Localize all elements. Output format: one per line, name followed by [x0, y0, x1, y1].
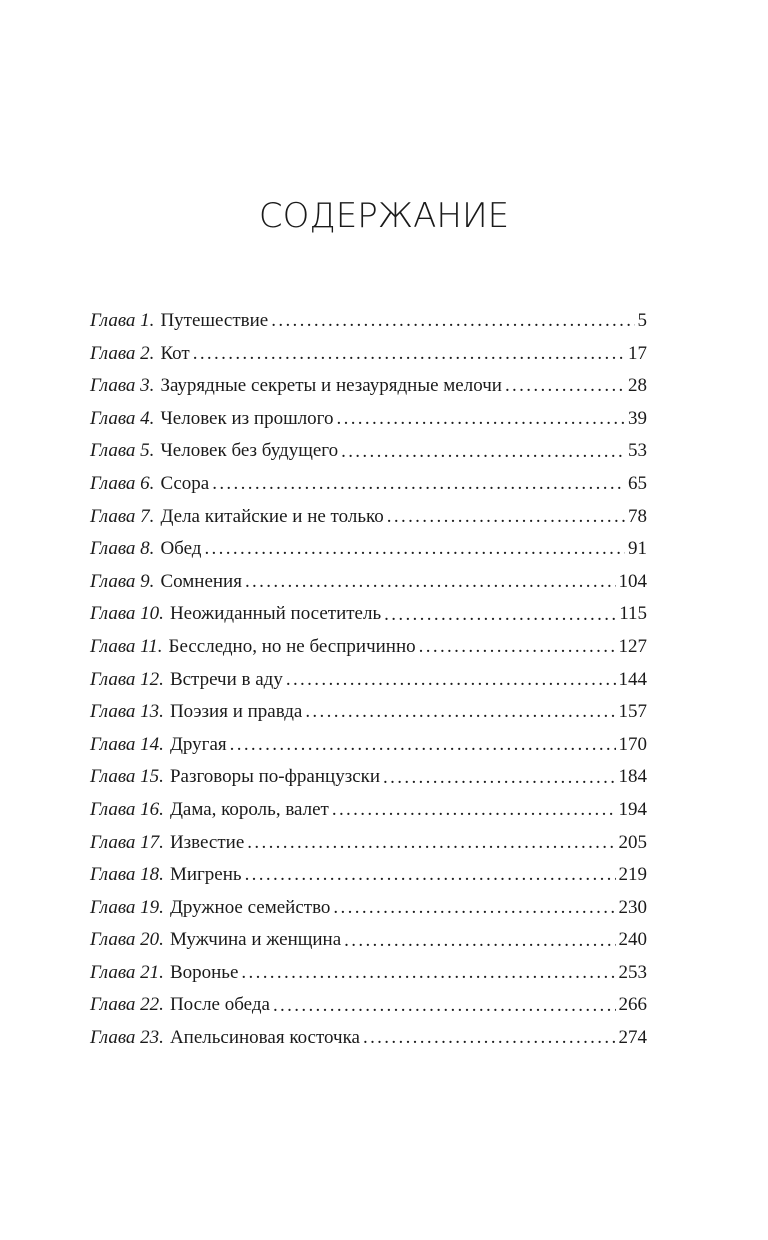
toc-entry[interactable] — [90, 598, 647, 631]
dot-leader — [241, 963, 615, 983]
chapter-title: Встречи в аду — [169, 668, 283, 690]
toc-entry[interactable] — [90, 501, 647, 534]
chapter-title: Человек из прошлого — [160, 407, 334, 429]
page-number: 219 — [618, 864, 647, 886]
table-of-contents — [90, 305, 647, 1055]
chapter-title: Неожиданный посетитель — [169, 603, 382, 625]
toc-entry[interactable] — [90, 533, 647, 566]
page-number: 115 — [619, 603, 647, 625]
page-number: 53 — [628, 440, 647, 462]
dot-leader — [332, 800, 616, 820]
dot-leader — [273, 996, 616, 1016]
chapter-label: Глава 14. — [90, 733, 164, 755]
page-number: 144 — [618, 668, 647, 690]
chapter-label: Глава 11. — [90, 635, 163, 657]
chapter-title: Сомнения — [160, 570, 242, 592]
toc-entry[interactable] — [90, 403, 647, 436]
page-title: СОДЕРЖАНИЕ — [258, 195, 510, 236]
chapter-label: Глава 8. — [90, 538, 155, 560]
toc-entry[interactable] — [90, 1022, 647, 1055]
chapter-title: Человек без будущего — [160, 440, 339, 462]
page-number: 65 — [628, 472, 647, 494]
dot-leader — [387, 507, 625, 527]
page-number: 230 — [618, 896, 647, 918]
toc-entry[interactable] — [90, 729, 647, 762]
toc-entry[interactable] — [90, 957, 647, 990]
page-number: 104 — [618, 570, 647, 592]
chapter-label: Глава 3. — [90, 375, 155, 397]
chapter-label: Глава 20. — [90, 929, 164, 951]
toc-entry[interactable] — [90, 566, 647, 599]
chapter-label: Глава 10. — [90, 603, 164, 625]
toc-entry[interactable] — [90, 696, 647, 729]
chapter-label: Глава 6. — [90, 472, 155, 494]
chapter-title: Дружное семейство — [169, 896, 331, 918]
toc-entry[interactable] — [90, 761, 647, 794]
chapter-title: Заурядные секреты и незаурядные мелочи — [160, 375, 502, 397]
chapter-label: Глава 18. — [90, 864, 164, 886]
chapter-title: Воронье — [169, 961, 239, 983]
toc-entry[interactable] — [90, 305, 647, 338]
dot-leader — [193, 344, 625, 364]
page-number: 194 — [618, 798, 647, 820]
dot-leader — [419, 637, 616, 657]
page-number: 240 — [618, 929, 647, 951]
page-number: 91 — [628, 538, 647, 560]
toc-entry[interactable] — [90, 370, 647, 403]
dot-leader — [383, 768, 615, 788]
dot-leader — [305, 702, 615, 722]
chapter-label: Глава 4. — [90, 407, 155, 429]
chapter-title: Известие — [169, 831, 245, 853]
page-number: 39 — [628, 407, 647, 429]
page-number: 127 — [618, 635, 647, 657]
chapter-title: Апельсиновая косточка — [169, 1027, 360, 1049]
chapter-label: Глава 13. — [90, 701, 164, 723]
page-number: 274 — [618, 1027, 647, 1049]
page-number: 205 — [618, 831, 647, 853]
chapter-title: После обеда — [169, 994, 270, 1016]
chapter-title: Ссора — [160, 472, 210, 494]
chapter-title: Мигрень — [169, 864, 242, 886]
dot-leader — [344, 931, 615, 951]
dot-leader — [341, 442, 625, 462]
chapter-label: Глава 2. — [90, 342, 155, 364]
dot-leader — [230, 735, 616, 755]
chapter-title: Поэзия и правда — [169, 701, 303, 723]
chapter-title: Другая — [169, 733, 227, 755]
toc-entry[interactable] — [90, 859, 647, 892]
chapter-label: Глава 19. — [90, 896, 164, 918]
toc-entry[interactable] — [90, 435, 647, 468]
dot-leader — [245, 865, 616, 885]
page-number: 184 — [618, 766, 647, 788]
toc-entry[interactable] — [90, 924, 647, 957]
page-number: 5 — [637, 310, 647, 331]
chapter-label: Глава 5. — [90, 440, 155, 462]
chapter-label: Глава 12. — [90, 668, 164, 690]
dot-leader — [247, 833, 615, 853]
chapter-title: Мужчина и женщина — [169, 929, 342, 951]
toc-entry[interactable] — [90, 794, 647, 827]
page-number: 170 — [618, 733, 647, 755]
chapter-label: Глава 21. — [90, 961, 164, 983]
chapter-label: Глава 7. — [90, 505, 155, 527]
chapter-label: Глава 15. — [90, 766, 164, 788]
dot-leader — [245, 572, 616, 592]
toc-entry[interactable] — [90, 468, 647, 501]
page-number: 17 — [628, 342, 647, 364]
chapter-title: Обед — [160, 538, 202, 560]
toc-entry[interactable] — [90, 989, 647, 1022]
page-number: 266 — [618, 994, 647, 1016]
dot-leader — [337, 409, 626, 429]
toc-entry[interactable] — [90, 338, 647, 371]
chapter-title: Кот — [160, 342, 190, 364]
page-number: 157 — [618, 701, 647, 723]
chapter-label: Глава 22. — [90, 994, 164, 1016]
chapter-label: Глава 1. — [90, 310, 155, 331]
chapter-title: Разговоры по-французски — [169, 766, 381, 788]
dot-leader — [271, 311, 634, 331]
chapter-label: Глава 17. — [90, 831, 164, 853]
dot-leader — [204, 539, 625, 559]
chapter-title: Дела китайские и не только — [160, 505, 384, 527]
dot-leader — [505, 376, 625, 396]
page-number: 78 — [628, 505, 647, 527]
dot-leader — [212, 474, 625, 494]
toc-entry[interactable] — [90, 664, 647, 697]
toc-entry[interactable] — [90, 892, 647, 925]
chapter-label: Глава 9. — [90, 570, 155, 592]
dot-leader — [363, 1028, 616, 1048]
chapter-label: Глава 23. — [90, 1027, 164, 1049]
chapter-title: Дама, король, валет — [169, 798, 329, 820]
chapter-title: Бесследно, но не беспричинно — [168, 635, 416, 657]
page-number: 253 — [618, 961, 647, 983]
toc-entry[interactable] — [90, 827, 647, 860]
toc-entry[interactable] — [90, 631, 647, 664]
dot-leader — [384, 605, 616, 625]
page-number: 28 — [628, 375, 647, 397]
dot-leader — [286, 670, 616, 690]
chapter-title: Путешествие — [160, 310, 269, 331]
chapter-label: Глава 16. — [90, 798, 164, 820]
dot-leader — [333, 898, 615, 918]
